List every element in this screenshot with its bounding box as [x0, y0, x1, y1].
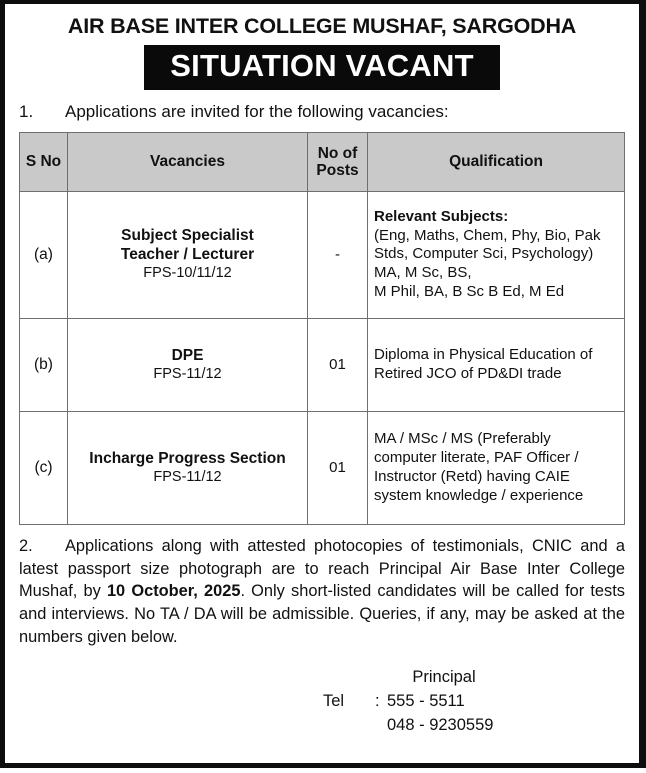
- column-header-posts-line1: No of: [317, 144, 358, 162]
- banner-container: [5, 45, 639, 90]
- row-vacancy-scale: FPS-11/12: [153, 468, 222, 485]
- row-qualification-heading: Relevant Subjects:: [374, 207, 509, 225]
- situation-vacant-banner: SITUATION VACANT: [144, 45, 499, 90]
- paragraph-2: [19, 535, 625, 648]
- table-row: [20, 411, 625, 524]
- row-qualification: [368, 191, 625, 318]
- row-qualification-line: Retired JCO of PD&DI trade: [374, 364, 562, 382]
- row-posts: 01: [308, 318, 368, 411]
- table-body: [20, 191, 625, 524]
- telephone-colon: :: [375, 692, 380, 711]
- row-posts: -: [308, 191, 368, 318]
- column-header-posts: [308, 132, 368, 191]
- table-row: [20, 191, 625, 318]
- organization-title: AIR BASE INTER COLLEGE MUSHAF, SARGODHA: [67, 14, 577, 38]
- signatory-title: Principal: [412, 668, 476, 687]
- row-qualification-line: Stds, Computer Sci, Psychology): [374, 245, 594, 263]
- row-vacancy: [68, 191, 308, 318]
- column-header-sno: S No: [20, 132, 68, 191]
- row-qualification-line: (Eng, Maths, Chem, Phy, Bio, Pak: [374, 226, 601, 244]
- paragraph-2-number: 2.: [19, 536, 33, 555]
- row-vacancy-scale: FPS-11/12: [153, 365, 222, 382]
- table-row: [20, 318, 625, 411]
- row-vacancy-title-line2: Teacher / Lecturer: [120, 246, 255, 264]
- table-header-row: [20, 132, 625, 191]
- row-vacancy-title: DPE: [171, 346, 204, 364]
- row-vacancy: [68, 318, 308, 411]
- row-vacancy-scale: FPS-10/11/12: [143, 265, 232, 281]
- telephone-secondary: 048 - 9230559: [387, 715, 494, 734]
- paragraph-2-part2: . Only short-listed candidates will be called for tests and interviews. No TA / DA will be admissible. Queries, if any, may be asked at the numbers given below.: [19, 582, 625, 646]
- row-vacancy-title: Subject Specialist: [121, 227, 254, 245]
- row-sno: (a): [20, 191, 68, 318]
- row-qualification-line: Instructor (Retd) having CAIE: [374, 467, 570, 485]
- row-sno: (b): [20, 318, 68, 411]
- column-header-vacancies: Vacancies: [68, 132, 308, 191]
- row-qualification-line: MA / MSc / MS (Preferably: [374, 430, 551, 448]
- row-qualification-line: computer literate, PAF Officer /: [374, 449, 579, 467]
- paragraph-1-number: 1.: [19, 101, 34, 121]
- telephone-row-secondary: [323, 714, 565, 738]
- row-qualification-line: system knowledge / experience: [374, 486, 584, 504]
- footer-signature-block: [5, 666, 639, 738]
- table-header: [20, 132, 625, 191]
- row-qualification-line: MA, M Sc, BS,: [374, 264, 472, 282]
- column-header-posts-line2: Posts: [316, 161, 359, 179]
- paragraph-2-part1: Applications along with attested photocopies of testimonials, CNIC and a latest passport size photograph are to reach Principal Air Base Inter College Mushaf, by: [19, 536, 625, 601]
- row-qualification: [368, 411, 625, 524]
- telephone-primary: 555 - 5511: [387, 692, 465, 711]
- vacancy-table: [19, 132, 625, 525]
- telephone-spacer: [323, 714, 387, 738]
- row-qualification-line: Diploma in Physical Education of: [374, 346, 593, 364]
- column-header-qualification: Qualification: [368, 132, 625, 191]
- row-vacancy-title: Incharge Progress Section: [89, 449, 286, 467]
- row-vacancy: [68, 411, 308, 524]
- telephone-label: Tel: [323, 692, 345, 711]
- application-deadline: 10 October, 2025: [106, 582, 241, 601]
- row-sno: (c): [20, 411, 68, 524]
- row-qualification: [368, 318, 625, 411]
- paragraph-1-text: Applications are invited for the following vacancies:: [65, 101, 449, 121]
- row-qualification-line: M Phil, BA, B Sc B Ed, M Ed: [374, 283, 565, 301]
- paragraph-1: [5, 102, 639, 122]
- telephone-row-primary: [323, 690, 565, 714]
- page-inner: [5, 14, 639, 773]
- vacancy-table-container: [19, 132, 625, 525]
- row-posts: 01: [308, 411, 368, 524]
